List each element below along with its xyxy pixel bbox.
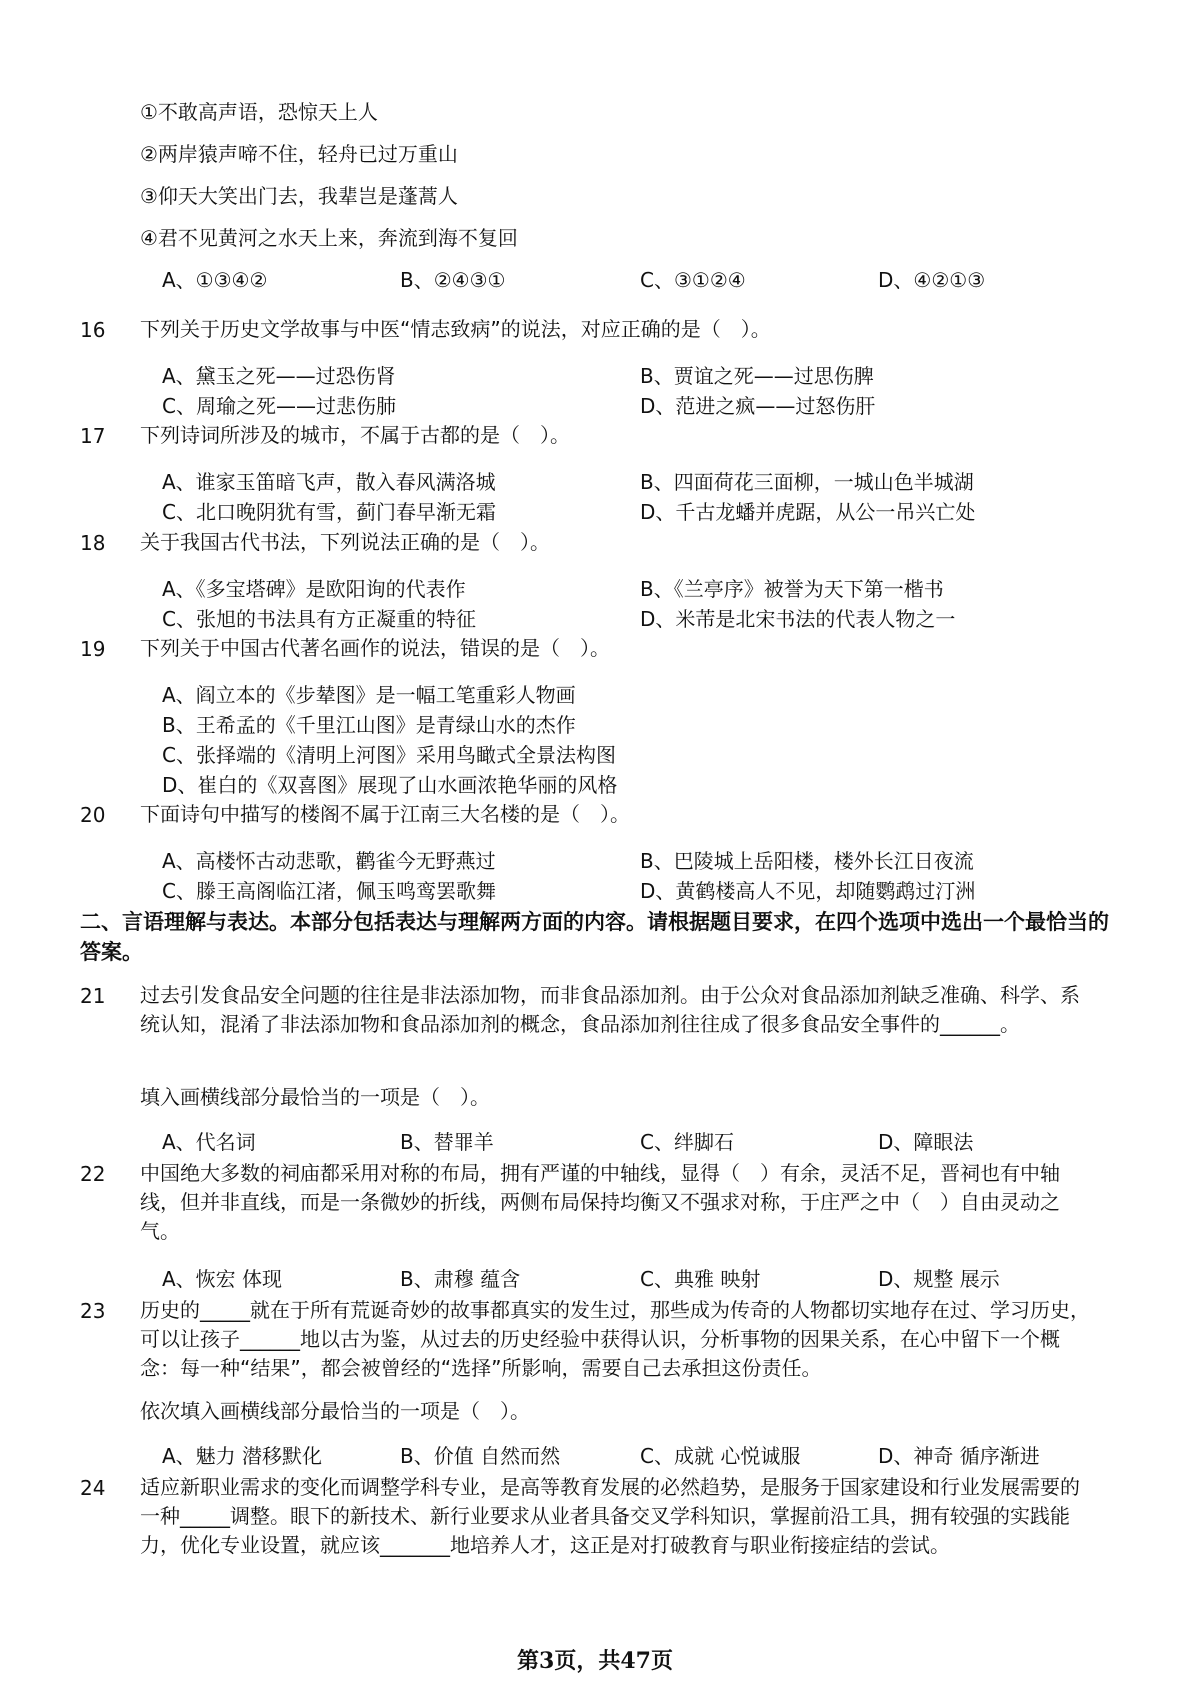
q16-option-d: D、范进之疯——过怒伤肝: [640, 394, 876, 418]
q16-option-b: B、贾谊之死——过思伤脾: [640, 364, 874, 388]
q15-option-c: C、③①②④: [640, 268, 746, 292]
q23-option-a: A、魅力 潜移默化: [162, 1444, 323, 1468]
q18-option-d: D、米芾是北宋书法的代表人物之一: [640, 607, 956, 631]
q20-number: 20: [80, 803, 106, 827]
q19-stem: 下列关于中国古代著名画作的说法，错误的是（ ）。: [140, 636, 610, 660]
q18-stem: 关于我国古代书法，下列说法正确的是（ ）。: [140, 530, 550, 554]
poem-line-4: ④君不见黄河之水天上来，奔流到海不复回: [140, 226, 518, 250]
q22-option-b: B、肃穆 蕴含: [400, 1267, 521, 1291]
q19-option-d: D、崔白的《双喜图》展现了山水画浓艳华丽的风格: [162, 773, 618, 797]
q17-option-c: C、北口晚阴犹有雪，蓟门春早渐无霜: [162, 500, 496, 524]
q19-number: 19: [80, 637, 106, 661]
q23-option-b: B、价值 自然而然: [400, 1444, 561, 1468]
q21-option-a: A、代名词: [162, 1130, 256, 1154]
q21-stem: 过去引发食品安全问题的往往是非法添加物，而非食品添加剂。由于公众对食品添加剂缺乏准确、科学、系统认知，混淆了非法添加物和食品添加剂的概念，食品添加剂往往成了很多食品安全事件的______。: [140, 983, 1080, 1036]
q17-stem: 下列诗词所涉及的城市，不属于古都的是（ ）。: [140, 423, 570, 447]
q23-number: 23: [80, 1299, 106, 1323]
q24-number: 24: [80, 1476, 106, 1500]
q17-option-a: A、谁家玉笛暗飞声，散入春风满洛城: [162, 470, 496, 494]
q19-option-c: C、张择端的《清明上河图》采用鸟瞰式全景法构图: [162, 743, 616, 767]
q16-stem: 下列关于历史文学故事与中医“情志致病”的说法，对应正确的是（ ）。: [140, 317, 771, 341]
q21-option-d: D、障眼法: [878, 1130, 974, 1154]
q20-option-c: C、滕王高阁临江渚，佩玉鸣鸾罢歌舞: [162, 879, 496, 903]
q20-option-a: A、高楼怀古动悲歌，鹳雀今无野燕过: [162, 849, 496, 873]
q23-stem: 历史的_____就在于所有荒诞奇妙的故事都真实的发生过，那些成为传奇的人物都切实地存在过、学习历史，可以让孩子______地以古为鉴，从过去的历史经验中获得认识，分析事物的因果关系，在心中留下一个概念：每一种“结果”，都会被曾经的“选择”所影响，需要自己去承担这份责任。: [140, 1298, 1090, 1380]
q16-option-c: C、周瑜之死——过悲伤肺: [162, 394, 396, 418]
page-footer: 第3页，共47页: [517, 1648, 673, 1674]
q20-option-b: B、巴陵城上岳阳楼，楼外长江日夜流: [640, 849, 974, 873]
q21-option-c: C、绊脚石: [640, 1130, 734, 1154]
q22-stem: 中国绝大多数的祠庙都采用对称的布局，拥有严谨的中轴线，显得（ ）有余，灵活不足，晋祠也有中轴线，但并非直线，而是一条微妙的折线，两侧布局保持均衡又不强求对称，于庄严之中（ ）自由灵动之气。: [140, 1161, 1060, 1243]
q24-stem: 适应新职业需求的变化而调整学科专业，是高等教育发展的必然趋势，是服务于国家建设和行业发展需要的一种_____调整。眼下的新技术、新行业要求从业者具备交叉学科知识，掌握前沿工具，拥有较强的实践能力，优化专业设置，就应该_______地培养人才，这正是对打破教育与职业衔接症结的尝试。: [140, 1475, 1080, 1557]
q21-option-b: B、替罪羊: [400, 1130, 494, 1154]
q23-option-c: C、成就 心悦诚服: [640, 1444, 801, 1468]
q15-option-d: D、④②①③: [878, 268, 986, 292]
q23-option-d: D、神奇 循序渐进: [878, 1444, 1040, 1468]
q22-number: 22: [80, 1162, 106, 1186]
q19-option-a: A、阎立本的《步辇图》是一幅工笔重彩人物画: [162, 683, 576, 707]
q15-option-a: A、①③④②: [162, 268, 268, 292]
q18-option-b: B、《兰亭序》被誉为天下第一楷书: [640, 577, 944, 601]
q22-option-a: A、恢宏 体现: [162, 1267, 283, 1291]
poem-line-2: ②两岸猿声啼不住，轻舟已过万重山: [140, 142, 458, 166]
q19-option-b: B、王希孟的《千里江山图》是青绿山水的杰作: [162, 713, 576, 737]
q15-option-b: B、②④③①: [400, 268, 506, 292]
q18-option-c: C、张旭的书法具有方正凝重的特征: [162, 607, 476, 631]
q17-option-b: B、四面荷花三面柳，一城山色半城湖: [640, 470, 974, 494]
q21-number: 21: [80, 984, 106, 1008]
q22-option-d: D、规整 展示: [878, 1267, 1000, 1291]
q22-option-c: C、典雅 映射: [640, 1267, 761, 1291]
q16-option-a: A、黛玉之死——过恐伤肾: [162, 364, 396, 388]
q18-option-a: A、《多宝塔碑》是欧阳询的代表作: [162, 577, 466, 601]
q17-number: 17: [80, 424, 106, 448]
q17-option-d: D、千古龙蟠并虎踞，从公一吊兴亡处: [640, 500, 976, 524]
poem-line-1: ①不敢高声语，恐惊天上人: [140, 100, 378, 124]
q23-prompt: 依次填入画横线部分最恰当的一项是（ ）。: [140, 1399, 530, 1423]
q20-option-d: D、黄鹤楼高人不见，却随鹦鹉过汀洲: [640, 879, 976, 903]
q21-prompt: 填入画横线部分最恰当的一项是（ ）。: [140, 1085, 490, 1109]
q16-number: 16: [80, 318, 106, 342]
q18-number: 18: [80, 531, 106, 555]
poem-line-3: ③仰天大笑出门去，我辈岂是蓬蒿人: [140, 184, 458, 208]
q20-stem: 下面诗句中描写的楼阁不属于江南三大名楼的是（ ）。: [140, 802, 630, 826]
section-heading: 二、言语理解与表达。本部分包括表达与理解两方面的内容。请根据题目要求，在四个选项中选出一个最恰当的答案。: [80, 910, 1109, 964]
